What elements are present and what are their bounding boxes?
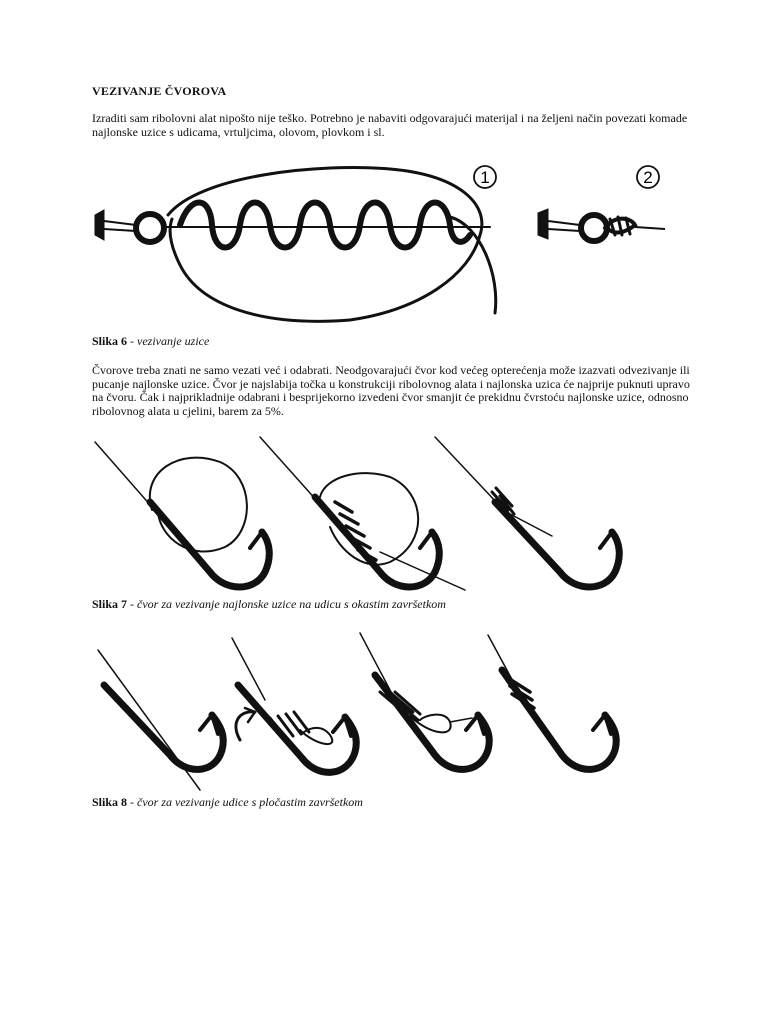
figure-7-illustration bbox=[90, 432, 630, 597]
figure-8-illustration bbox=[90, 630, 630, 795]
figure-7-caption-text: čvor za vezivanje najlonske uzice na udicu s okastim završetkom bbox=[137, 597, 446, 611]
figure-6-illustration bbox=[90, 155, 665, 333]
document-title: VEZIVANJE ČVOROVA bbox=[92, 84, 227, 98]
figure-8-caption bbox=[92, 795, 363, 810]
figure-8-caption-label: Slika 8 bbox=[92, 795, 128, 809]
figure-7-caption bbox=[92, 597, 446, 612]
figure-6-caption-text: vezivanje uzice bbox=[137, 334, 210, 348]
figure-6-caption-separator: - bbox=[127, 334, 138, 348]
intro-paragraph: Izraditi sam ribolovni alat nipošto nije teško. Potrebno je nabaviti odgovarajući materijal i na željeni način povezati komade najlonske uzice s udicama, vrtuljcima, olovom, plovkom i sl. bbox=[92, 111, 688, 139]
figure-6-caption bbox=[92, 334, 209, 349]
figure-6-badge-1: 1 bbox=[480, 168, 490, 187]
knots-paragraph: Čvorove treba znati ne samo vezati već i odabrati. Neodgovarajući čvor kod većeg opterećenja može izazvati odvezivanje ili pucanje najlonske uzice. Čvor je najslabija točka u konstrukciji ribolovnog alata i najlonska uzica će najprije puknuti upravo na čvoru. Čak i najprikladnije odabrani i besprijekorno izvedeni čvor smanjit će prekidnu čvrstoću najlonske uzice, odnosno ribolovnog alata u cjelini, barem za 5%. bbox=[92, 363, 690, 418]
figure-6-caption-label: Slika 6 bbox=[92, 334, 128, 348]
figure-6-badge-2: 2 bbox=[643, 168, 653, 187]
figure-7-caption-separator: - bbox=[127, 597, 138, 611]
figure-7-caption-label: Slika 7 bbox=[92, 597, 128, 611]
figure-8-caption-separator: - bbox=[127, 795, 138, 809]
figure-8-caption-text: čvor za vezivanje udice s pločastim završetkom bbox=[137, 795, 363, 809]
